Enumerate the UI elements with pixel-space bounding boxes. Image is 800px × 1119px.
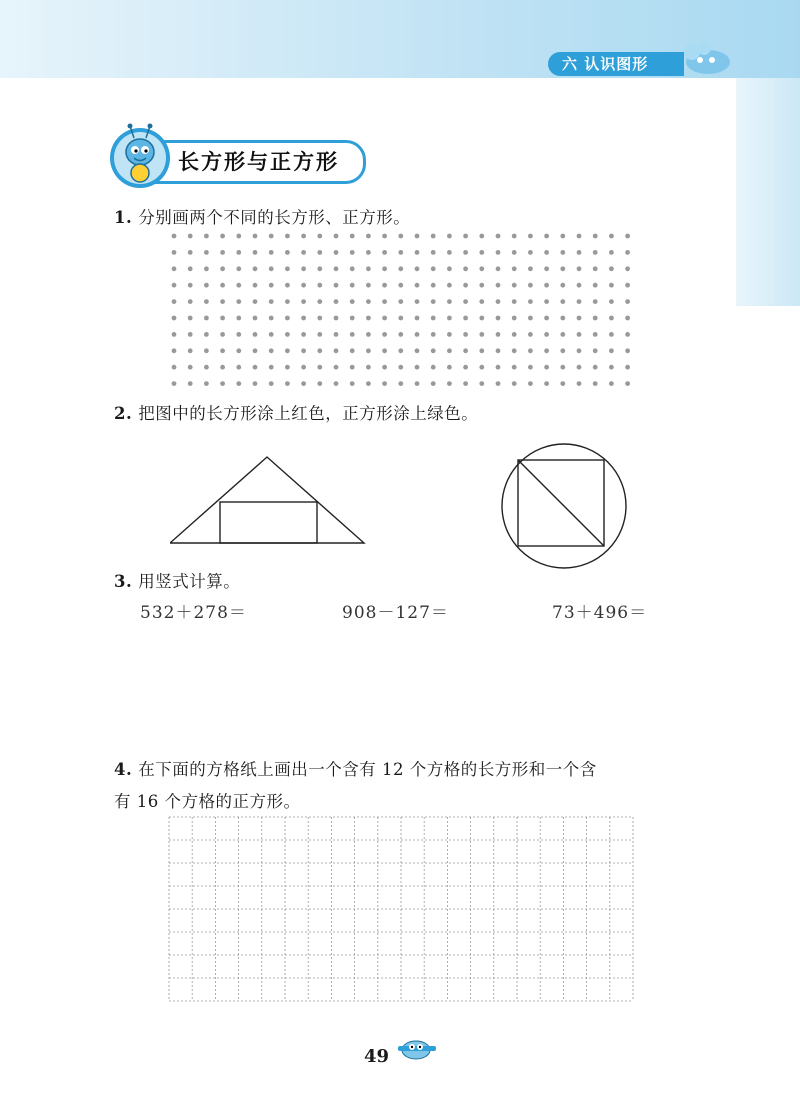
question-3 — [114, 568, 240, 592]
question-number: 4. — [114, 760, 133, 779]
bee-mascot-icon — [108, 118, 172, 194]
question-4-continued — [114, 788, 301, 812]
airplane-mascot-icon — [394, 1034, 440, 1062]
chapter-label: 六 认识图形 — [548, 52, 684, 76]
question-number: 1. — [114, 208, 133, 227]
question-text: 把图中的长方形涂上红色，正方形涂上绿色。 — [138, 404, 479, 423]
calc-problem-2: 908－127＝ — [342, 603, 449, 623]
question-4 — [114, 756, 597, 780]
section-title: 长方形与正方形 — [178, 150, 339, 174]
bee-mascot-icon — [678, 38, 742, 78]
grid-paper[interactable] — [168, 816, 634, 1002]
triangle-rectangle-figure[interactable] — [170, 454, 370, 550]
question-2 — [114, 400, 478, 424]
question-1 — [114, 204, 410, 228]
question-text-line-2: 有 16 个方格的正方形。 — [114, 792, 301, 811]
calc-problem-3: 73＋496＝ — [552, 603, 648, 623]
circle-square-figure[interactable] — [498, 440, 630, 572]
calc-problem-1: 532＋278＝ — [140, 603, 247, 623]
question-text: 分别画两个不同的长方形、正方形。 — [138, 208, 411, 227]
question-text-line-1: 在下面的方格纸上画出一个含有 12 个方格的长方形和一个含 — [138, 760, 597, 779]
side-band — [736, 78, 800, 306]
dot-grid[interactable] — [168, 232, 638, 388]
question-number: 3. — [114, 572, 133, 591]
question-number: 2. — [114, 404, 133, 423]
question-text: 用竖式计算。 — [138, 572, 241, 591]
page-number: 49 — [364, 1046, 390, 1067]
